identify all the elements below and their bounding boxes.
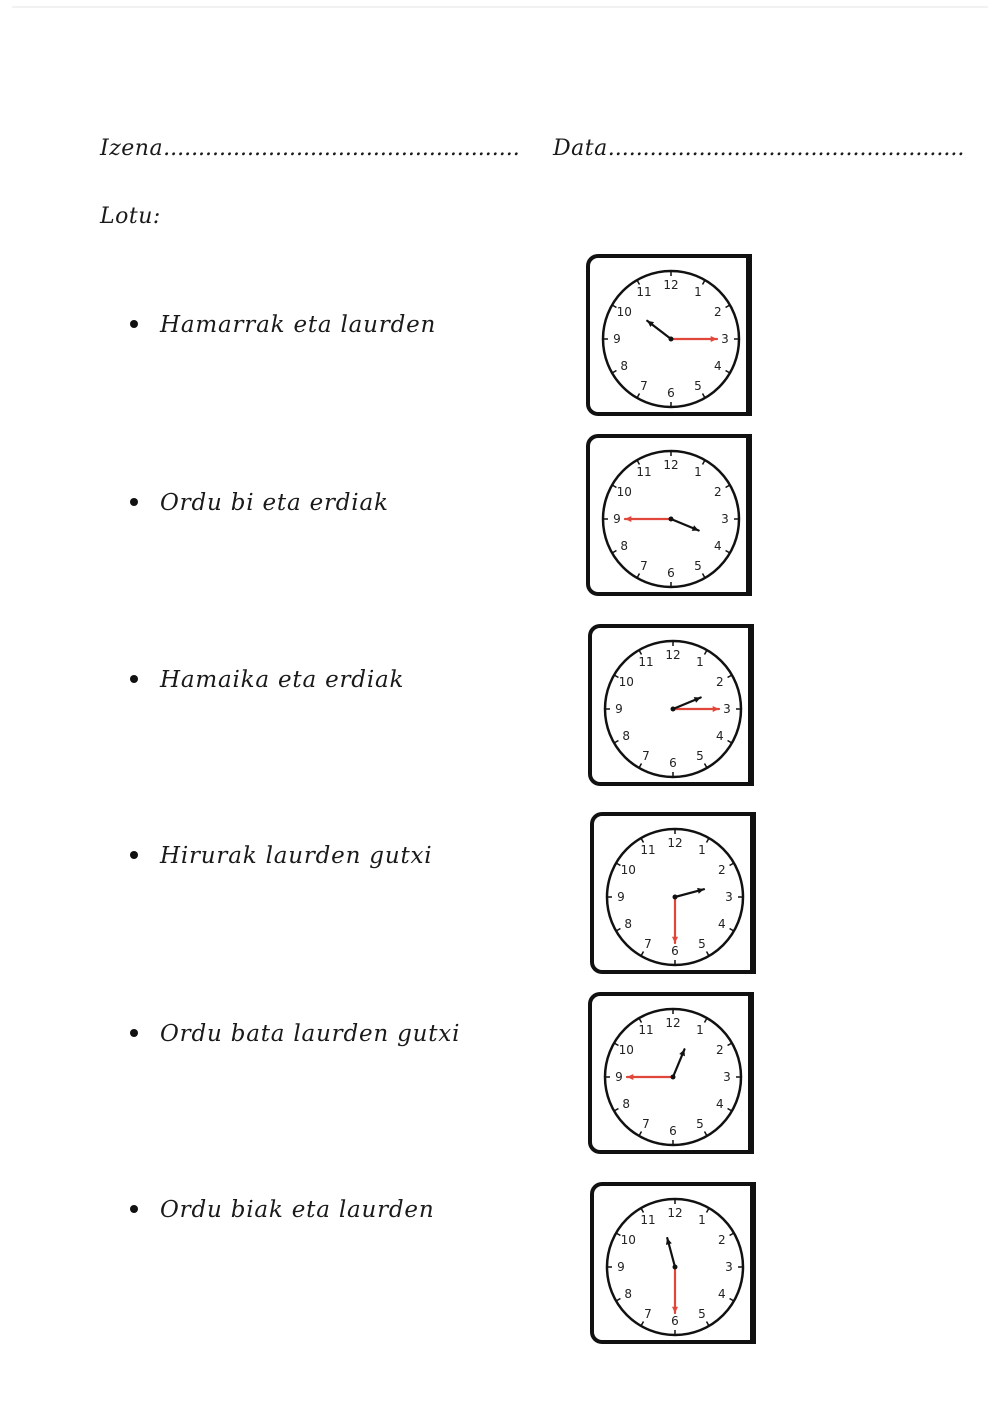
card-edge [748, 992, 754, 1154]
clock-number: 6 [667, 386, 675, 400]
clock-number: 9 [615, 702, 623, 716]
name-dots: ................................................... [163, 136, 520, 161]
clock-number: 4 [713, 359, 722, 373]
clock-icon [596, 264, 746, 414]
clock-number: 1 [696, 1023, 704, 1038]
clock-number: 2 [717, 863, 726, 877]
clock-number: 3 [725, 890, 733, 904]
clock-number: 10 [618, 675, 634, 689]
clock-number: 1 [698, 1213, 706, 1228]
clock-number: 6 [669, 756, 677, 770]
clock-number: 10 [616, 485, 632, 499]
clock-number: 9 [617, 1260, 625, 1274]
clock-center [669, 337, 674, 342]
clock-card[interactable] [590, 1182, 752, 1344]
clock-number: 3 [721, 332, 729, 346]
clock-number: 4 [717, 917, 726, 931]
card-edge [748, 624, 754, 786]
clock-number: 6 [671, 944, 679, 958]
clock-number: 8 [624, 917, 633, 931]
item-label: Ordu bi eta erdiak [160, 490, 389, 516]
clock-number: 1 [694, 285, 702, 300]
clock-icon [600, 822, 750, 972]
clock-number: 11 [638, 655, 654, 670]
item-label: Hirurak laurden gutxi [160, 843, 433, 869]
clock-number: 8 [622, 729, 631, 743]
clock-number: 5 [698, 1306, 706, 1321]
clock-number: 2 [713, 485, 722, 499]
list-item[interactable] [130, 312, 436, 338]
clock-number: 7 [642, 1116, 650, 1131]
clock-number: 5 [694, 558, 702, 573]
bullet-icon [130, 675, 138, 683]
bullet-icon [130, 1029, 138, 1037]
clock-number: 2 [717, 1233, 726, 1247]
clock-number: 12 [667, 1206, 683, 1220]
clock-number: 3 [723, 702, 731, 716]
list-item[interactable] [130, 1021, 460, 1047]
card-edge [750, 812, 756, 974]
clock-number: 2 [715, 675, 724, 689]
clock-number: 6 [669, 1124, 677, 1138]
clock-number: 10 [620, 1233, 636, 1247]
clock-icon [598, 1002, 748, 1152]
clock-number: 12 [663, 278, 679, 292]
item-label: Hamaika eta erdiak [160, 667, 405, 693]
clock-number: 4 [717, 1287, 726, 1301]
item-label: Ordu biak eta laurden [160, 1197, 435, 1223]
instruction-text: Lotu: [100, 204, 161, 229]
clock-number: 6 [667, 566, 675, 580]
bullet-icon [130, 1205, 138, 1213]
clock-number: 12 [663, 458, 679, 472]
date-label: Data [553, 136, 608, 161]
clock-card[interactable] [590, 812, 752, 974]
bullet-icon [130, 498, 138, 506]
clock-number: 10 [618, 1043, 634, 1057]
clock-icon [598, 634, 748, 784]
clock-number: 8 [620, 539, 629, 553]
clock-number: 7 [642, 748, 650, 763]
clock-icon [596, 444, 746, 594]
clock-card[interactable] [588, 992, 750, 1154]
clock-center [669, 517, 674, 522]
clock-number: 4 [715, 1097, 724, 1111]
name-label: Izena [100, 136, 164, 161]
card-edge [750, 1182, 756, 1344]
clock-number: 2 [713, 305, 722, 319]
clock-number: 3 [721, 512, 729, 526]
clock-card[interactable] [586, 434, 748, 596]
clock-number: 4 [713, 539, 722, 553]
clock-center [673, 895, 678, 900]
clock-number: 11 [636, 285, 652, 300]
clock-number: 4 [715, 729, 724, 743]
clock-number: 11 [640, 1213, 656, 1228]
item-label: Ordu bata laurden gutxi [160, 1021, 461, 1047]
clock-number: 11 [640, 843, 656, 858]
date-field[interactable] [553, 136, 964, 161]
clock-number: 1 [694, 465, 702, 480]
clock-icon [600, 1192, 750, 1342]
clock-number: 1 [698, 843, 706, 858]
clock-number: 5 [698, 936, 706, 951]
card-edge [746, 434, 752, 596]
clock-number: 7 [644, 1306, 652, 1321]
clock-number: 11 [638, 1023, 654, 1038]
card-edge [746, 254, 752, 416]
clock-number: 1 [696, 655, 704, 670]
clock-card[interactable] [588, 624, 750, 786]
date-dots: ................................................... [607, 136, 965, 161]
clock-center [671, 1075, 676, 1080]
clock-number: 6 [671, 1314, 679, 1328]
clock-number: 12 [665, 648, 681, 662]
page-top-edge [12, 6, 988, 8]
clock-number: 2 [715, 1043, 724, 1057]
clock-number: 9 [613, 512, 621, 526]
clock-number: 3 [725, 1260, 733, 1274]
item-label: Hamarrak eta laurden [160, 312, 437, 338]
clock-number: 8 [624, 1287, 633, 1301]
clock-number: 10 [620, 863, 636, 877]
list-item[interactable] [130, 843, 432, 869]
name-field[interactable] [100, 136, 520, 161]
bullet-icon [130, 851, 138, 859]
clock-number: 3 [723, 1070, 731, 1084]
clock-center [671, 707, 676, 712]
clock-number: 12 [665, 1016, 681, 1030]
clock-number: 9 [615, 1070, 623, 1084]
clock-number: 11 [636, 465, 652, 480]
clock-number: 7 [640, 558, 648, 573]
clock-number: 9 [613, 332, 621, 346]
clock-number: 10 [616, 305, 632, 319]
clock-number: 5 [696, 1116, 704, 1131]
list-item[interactable] [130, 1197, 434, 1223]
list-item[interactable] [130, 667, 404, 693]
clock-number: 5 [696, 748, 704, 763]
bullet-icon [130, 320, 138, 328]
clock-number: 8 [620, 359, 629, 373]
clock-number: 12 [667, 836, 683, 850]
clock-number: 9 [617, 890, 625, 904]
clock-number: 5 [694, 378, 702, 393]
clock-center [673, 1265, 678, 1270]
clock-number: 7 [640, 378, 648, 393]
clock-number: 7 [644, 936, 652, 951]
clock-card[interactable] [586, 254, 748, 416]
clock-number: 8 [622, 1097, 631, 1111]
list-item[interactable] [130, 490, 389, 516]
